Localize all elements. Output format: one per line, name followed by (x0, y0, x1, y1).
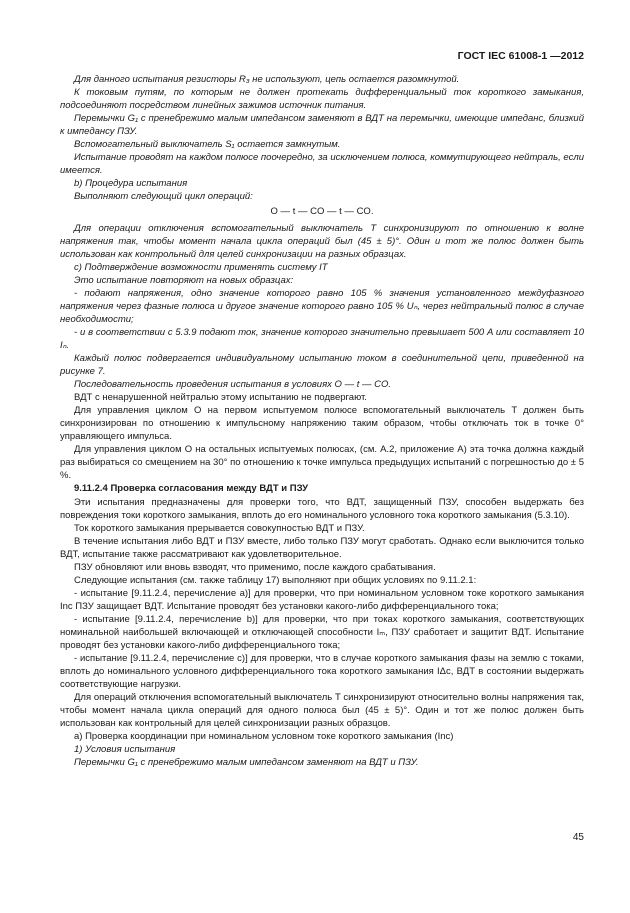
document-header: ГОСТ IEC 61008-1 —2012 (457, 50, 584, 62)
paragraph: Это испытание повторяют на новых образцах: (74, 274, 294, 286)
section-heading: 9.11.2.4 Проверка согласования между ВДТ и ПЗУ (74, 483, 309, 495)
paragraph: В течение испытания либо ВДТ и ПЗУ вместе, либо только ПЗУ могут сработать. Однако если выключится только ВДТ, испытание также рассматривают как удовлетворительное. (60, 535, 584, 560)
paragraph: Для данного испытания резисторы R₃ не используют, цепь остается разомкнутой. (74, 74, 460, 85)
paragraph: - подают напряжения, одно значение которого равно 105 % значения установленного междуфазного напряжения через фазные полюса и другое значение которого равно 105 % Uₙ, через нейтральный полюс в случае необходимости; (60, 287, 584, 325)
paragraph: Перемычки G₁ с пренебрежимо малым импедансом заменяют на ВДТ и ПЗУ. (74, 757, 419, 769)
paragraph: a) Проверка координации при номинальном условном токе короткого замыкания (Inc) (74, 731, 454, 743)
paragraph: Эти испытания предназначены для проверки того, что ВДТ, защищенный ПЗУ, способен выдержать без повреждения токи короткого замыкания, вплоть до его номинального условного тока короткого замыкания (5.3.10). (60, 496, 584, 521)
paragraph: Ток короткого замыкания прерывается совокупностью ВДТ и ПЗУ. (74, 522, 365, 534)
paragraph: - испытание [9.11.2.4, перечисление b)] для проверки, что при токах короткого замыкания, соответствующих номинальной наибольшей включающей и отключающей способности Iₘ, ПЗУ сработает и защитит ВДТ. Испытание проводят без установки какого-либо дифференциального тока; (60, 613, 584, 652)
paragraph: Вспомогательный выключатель S₁ остается замкнутым. (74, 139, 341, 151)
paragraph: - и в соответствии с 5.3.9 подают ток, значение которого значительно превышает 500 A или составляет 10 Iₙ. (60, 326, 584, 351)
page-number: 45 (572, 832, 584, 843)
paragraph: Перемычки G₁ с пренебрежимо малым импедансом заменяют в ВДТ на перемычки, имеющие импеданс, близкий к импедансу ПЗУ. (60, 113, 584, 138)
paragraph: Для управления циклом O на первом испытуемом полюсе вспомогательный выключатель T должен быть синхронизирован по отношению к импульсному напряжению таким образом, чтобы отключать ток в точке 0° управляющего импульса. (60, 405, 584, 443)
paragraph: - испытание [9.11.2.4, перечисление a)] для проверки, что при номинальном условном токе короткого замыкания Inc ПЗУ защищает ВДТ. Испытание проводят без установки какого-либо дифференциального тока; (60, 587, 584, 612)
paragraph: Выполняют следующий цикл операций: (74, 191, 253, 203)
operation-cycle-formula: O — t — CO — t — CO. (270, 206, 374, 218)
paragraph: Следующие испытания (см. также таблицу 17) выполняют при общих условиях по 9.11.2.1: (74, 574, 477, 586)
paragraph: Каждый полюс подвергается индивидуальному испытанию током в соединительной цепи, приведенной на рисунке 7. (60, 352, 584, 378)
paragraph: Для операции отключения вспомогательный выключатель T синхронизируют по отношению к волне напряжения так, чтобы момент начала цикла операций был (45 ± 5)°. Один и тот же полюс должен быть использован как контрольный для целей синхронизации на разных образцах. (60, 222, 584, 260)
paragraph: Последовательность проведения испытания в условиях O — t — CO. (74, 379, 392, 391)
paragraph: Для операций отключения вспомогательный выключатель T синхронизируют относительно волны напряжения так, чтобы момент начала цикла операций для одного полюса был (45 ± 5)°. Один и тот же полюс должен быть использован как контрольный для целей синхронизации разных образцов. (60, 692, 584, 730)
paragraph: b) Процедура испытания (74, 178, 188, 190)
paragraph: Испытание проводят на каждом полюсе поочередно, за исключением полюса, коммутирующего нейтраль, если имеется. (60, 152, 584, 177)
paragraph: c) Подтверждение возможности применять систему IT (74, 261, 328, 273)
paragraph: ВДТ с ненарушенной нейтралью этому испытанию не подвергают. (74, 392, 367, 404)
paragraph: - испытание [9.11.2.4, перечисление c)] для проверки, что в случае короткого замыкания фазы на землю с токами, вплоть до номинального условного дифференциального тока короткого замыкания IΔc, ВДТ в состоянии выдержать соответствующие нагрузки. (60, 653, 584, 691)
paragraph: К токовым путям, по которым не должен протекать дифференциальный ток короткого замыкания, подсоединяют посредством линейных зажимов источник питания. (60, 87, 584, 112)
page-body (60, 73, 584, 769)
paragraph: ПЗУ обновляют или вновь взводят, что применимо, после каждого срабатывания. (74, 561, 436, 573)
paragraph: 1) Условия испытания (74, 744, 176, 756)
paragraph: Для управления циклом O на остальных испытуемых полюсах, (см. A.2, приложение A) эта точка должна каждый раз выбираться со смещением на 30° по отношению к точке импульса предыдущих испытаний с погрешностью до ± 5 %. (60, 444, 584, 482)
